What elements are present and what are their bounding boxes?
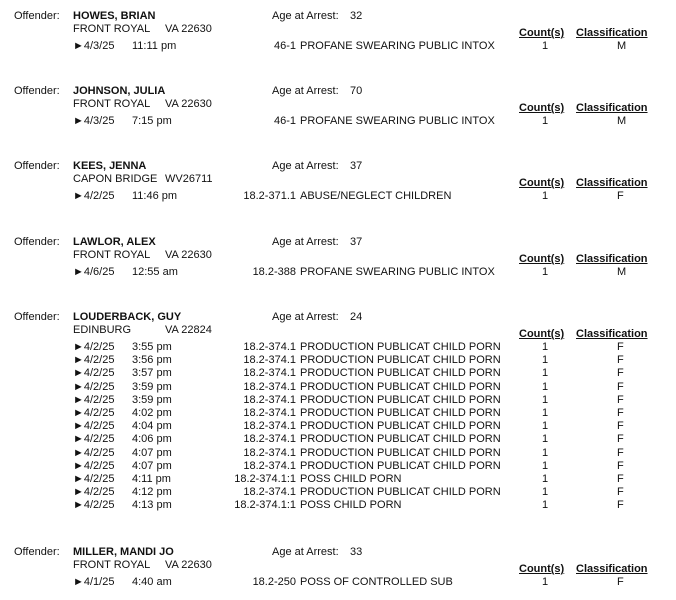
age-value: 70 bbox=[350, 85, 363, 97]
offender-name: LOUDERBACK, GUY bbox=[73, 311, 182, 323]
charge-description: PRODUCTION PUBLICAT CHILD PORN bbox=[300, 486, 501, 499]
charge-description: PRODUCTION PUBLICAT CHILD PORN bbox=[300, 354, 501, 367]
offender-label: Offender: bbox=[14, 311, 60, 323]
offender-state-zip: VA 22630 bbox=[165, 559, 212, 571]
charge-classification: F bbox=[617, 380, 624, 393]
charge-code: 18.2-374.1 bbox=[243, 380, 296, 393]
charge-description: PRODUCTION PUBLICAT CHILD PORN bbox=[300, 407, 501, 419]
charge-time: 7:15 pm bbox=[132, 115, 172, 127]
charge-row bbox=[0, 341, 676, 354]
charge-date: ►4/2/25 bbox=[73, 446, 115, 459]
charge-time: 3:59 pm bbox=[132, 393, 172, 406]
charge-date: ►4/2/25 bbox=[73, 190, 115, 202]
offender-name: JOHNSON, JULIA bbox=[73, 85, 166, 97]
charge-row bbox=[0, 190, 676, 203]
charge-code: 18.2-371.1 bbox=[243, 190, 296, 202]
charge-code: 18.2-374.1 bbox=[243, 486, 296, 499]
charge-code: 18.2-374.1:1 bbox=[234, 499, 296, 512]
charge-code: 46-1 bbox=[273, 115, 296, 127]
age-value: 32 bbox=[350, 10, 363, 22]
charge-classification: M bbox=[617, 40, 627, 52]
charge-date: ►4/2/25 bbox=[73, 380, 115, 393]
offender-city: FRONT ROYAL bbox=[73, 249, 151, 261]
charge-count: 1 bbox=[542, 190, 549, 202]
charge-description: POSS OF CONTROLLED SUB bbox=[300, 576, 453, 588]
offender-label: Offender: bbox=[14, 160, 60, 172]
charge-classification: M bbox=[617, 266, 627, 278]
charge-code: 18.2-374.1 bbox=[243, 420, 296, 433]
offender-state-zip: VA 22630 bbox=[165, 98, 212, 110]
charge-classification: M bbox=[617, 115, 627, 127]
age-value: 24 bbox=[350, 311, 363, 323]
charge-row bbox=[0, 367, 676, 380]
charge-description: PRODUCTION PUBLICAT CHILD PORN bbox=[300, 341, 501, 353]
offender-name: HOWES, BRIAN bbox=[73, 10, 156, 22]
charge-date: ►4/2/25 bbox=[73, 499, 115, 512]
charge-row bbox=[0, 266, 676, 279]
charge-classification: F bbox=[617, 459, 624, 472]
charge-time: 4:12 pm bbox=[132, 486, 172, 499]
charge-classification: F bbox=[617, 576, 624, 588]
charge-count: 1 bbox=[542, 446, 549, 459]
charge-row bbox=[0, 394, 676, 407]
charge-count: 1 bbox=[542, 499, 549, 512]
charge-time: 4:40 am bbox=[132, 576, 172, 588]
classification-header: Classification bbox=[576, 177, 648, 189]
charge-time: 3:55 pm bbox=[132, 341, 172, 353]
charge-date: ►4/2/25 bbox=[73, 433, 115, 446]
charge-row bbox=[0, 460, 676, 473]
charge-row bbox=[0, 381, 676, 394]
age-value: 33 bbox=[350, 546, 363, 558]
charge-date: ►4/2/25 bbox=[73, 393, 115, 406]
classification-header: Classification bbox=[576, 253, 648, 265]
charge-time: 3:59 pm bbox=[132, 380, 172, 393]
offender-city: FRONT ROYAL bbox=[73, 559, 151, 571]
charge-code: 18.2-374.1 bbox=[243, 459, 296, 472]
charge-description: PROFANE SWEARING PUBLIC INTOX bbox=[300, 40, 495, 52]
charge-time: 4:04 pm bbox=[132, 420, 172, 433]
charge-time: 12:55 am bbox=[132, 266, 178, 278]
offender-name: MILLER, MANDI JO bbox=[73, 546, 174, 558]
charge-classification: F bbox=[617, 473, 624, 485]
charge-code: 18.2-374.1 bbox=[243, 407, 296, 419]
charge-description: PROFANE SWEARING PUBLIC INTOX bbox=[300, 266, 495, 278]
charge-description: PRODUCTION PUBLICAT CHILD PORN bbox=[300, 459, 501, 472]
charge-date: ►4/2/25 bbox=[73, 354, 115, 367]
charge-count: 1 bbox=[542, 459, 549, 472]
classification-header: Classification bbox=[576, 102, 648, 114]
charge-date: ►4/2/25 bbox=[73, 367, 115, 380]
charge-date: ►4/2/25 bbox=[73, 341, 115, 353]
charge-date: ►4/6/25 bbox=[73, 266, 115, 278]
charge-row bbox=[0, 115, 676, 128]
charge-code: 18.2-374.1 bbox=[243, 341, 296, 353]
charge-description: POSS CHILD PORN bbox=[300, 473, 402, 485]
offender-state-zip: VA 22630 bbox=[165, 23, 212, 35]
charge-count: 1 bbox=[542, 486, 549, 499]
charge-row bbox=[0, 499, 676, 512]
offender-city: CAPON BRIDGE bbox=[73, 173, 158, 185]
charge-count: 1 bbox=[542, 420, 549, 433]
offender-state-zip: VA 22824 bbox=[165, 324, 212, 336]
charge-row bbox=[0, 433, 676, 446]
offender-city: FRONT ROYAL bbox=[73, 23, 151, 35]
age-value: 37 bbox=[350, 160, 363, 172]
charge-count: 1 bbox=[542, 433, 549, 446]
offender-label: Offender: bbox=[14, 10, 60, 22]
charge-count: 1 bbox=[542, 393, 549, 406]
charge-date: ►4/1/25 bbox=[73, 576, 115, 588]
charge-row bbox=[0, 407, 676, 420]
charge-description: POSS CHILD PORN bbox=[300, 499, 402, 512]
offender-state-zip: WV26711 bbox=[165, 173, 213, 185]
charge-date: ►4/3/25 bbox=[73, 40, 115, 52]
charge-description: PRODUCTION PUBLICAT CHILD PORN bbox=[300, 446, 501, 459]
age-label: Age at Arrest: bbox=[272, 546, 339, 558]
offender-label: Offender: bbox=[14, 546, 60, 558]
charge-time: 4:07 pm bbox=[132, 446, 172, 459]
charge-time: 4:02 pm bbox=[132, 407, 172, 419]
charge-code: 18.2-250 bbox=[252, 576, 296, 588]
offender-city: EDINBURG bbox=[73, 324, 132, 336]
counts-header: Count(s) bbox=[519, 563, 565, 575]
charge-code: 18.2-374.1:1 bbox=[234, 473, 296, 485]
offender-city: FRONT ROYAL bbox=[73, 98, 151, 110]
age-label: Age at Arrest: bbox=[272, 311, 339, 323]
charge-code: 18.2-374.1 bbox=[243, 354, 296, 367]
offender-name: LAWLOR, ALEX bbox=[73, 236, 156, 248]
charge-row bbox=[0, 473, 676, 486]
charge-time: 4:07 pm bbox=[132, 459, 172, 472]
charge-row bbox=[0, 354, 676, 367]
classification-header: Classification bbox=[576, 328, 648, 340]
charge-description: PRODUCTION PUBLICAT CHILD PORN bbox=[300, 433, 501, 446]
charge-code: 18.2-374.1 bbox=[243, 393, 296, 406]
offender-state-zip: VA 22630 bbox=[165, 249, 212, 261]
charge-count: 1 bbox=[542, 115, 549, 127]
age-label: Age at Arrest: bbox=[272, 160, 339, 172]
counts-header: Count(s) bbox=[519, 177, 565, 189]
counts-header: Count(s) bbox=[519, 102, 565, 114]
charge-description: PROFANE SWEARING PUBLIC INTOX bbox=[300, 115, 495, 127]
charge-description: PRODUCTION PUBLICAT CHILD PORN bbox=[300, 393, 501, 406]
charge-row bbox=[0, 40, 676, 53]
charge-code: 46-1 bbox=[273, 40, 296, 52]
age-label: Age at Arrest: bbox=[272, 10, 339, 22]
charge-count: 1 bbox=[542, 354, 549, 367]
charge-date: ►4/2/25 bbox=[73, 407, 115, 419]
age-value: 37 bbox=[350, 236, 363, 248]
charge-code: 18.2-374.1 bbox=[243, 367, 296, 380]
charge-row bbox=[0, 486, 676, 499]
charge-description: PRODUCTION PUBLICAT CHILD PORN bbox=[300, 380, 501, 393]
classification-header: Classification bbox=[576, 563, 648, 575]
charge-classification: F bbox=[617, 486, 624, 499]
charge-time: 11:11 pm bbox=[132, 40, 177, 52]
charge-time: 4:06 pm bbox=[132, 433, 172, 446]
charge-classification: F bbox=[617, 420, 624, 433]
charge-count: 1 bbox=[542, 40, 549, 52]
age-label: Age at Arrest: bbox=[272, 85, 339, 97]
charge-row bbox=[0, 447, 676, 460]
charge-row bbox=[0, 576, 676, 589]
counts-header: Count(s) bbox=[519, 328, 565, 340]
charge-count: 1 bbox=[542, 407, 549, 419]
charge-time: 3:57 pm bbox=[132, 367, 172, 380]
charge-code: 18.2-374.1 bbox=[243, 446, 296, 459]
charge-description: PRODUCTION PUBLICAT CHILD PORN bbox=[300, 367, 501, 380]
charge-count: 1 bbox=[542, 266, 549, 278]
charge-classification: F bbox=[617, 341, 624, 353]
offender-label: Offender: bbox=[14, 236, 60, 248]
charge-time: 11:46 pm bbox=[132, 190, 178, 202]
charge-classification: F bbox=[617, 190, 624, 202]
counts-header: Count(s) bbox=[519, 27, 565, 39]
charge-date: ►4/2/25 bbox=[73, 486, 115, 499]
charge-time: 4:13 pm bbox=[132, 499, 172, 512]
charge-code: 18.2-374.1 bbox=[243, 433, 296, 446]
classification-header: Classification bbox=[576, 27, 648, 39]
charge-classification: F bbox=[617, 407, 624, 419]
charge-count: 1 bbox=[542, 367, 549, 380]
age-label: Age at Arrest: bbox=[272, 236, 339, 248]
charge-classification: F bbox=[617, 433, 624, 446]
charge-count: 1 bbox=[542, 473, 549, 485]
charge-classification: F bbox=[617, 393, 624, 406]
charge-row bbox=[0, 420, 676, 433]
charge-code: 18.2-388 bbox=[252, 266, 296, 278]
charge-date: ►4/2/25 bbox=[73, 420, 115, 433]
charge-date: ►4/2/25 bbox=[73, 459, 115, 472]
charge-classification: F bbox=[617, 446, 624, 459]
charge-date: ►4/3/25 bbox=[73, 115, 115, 127]
charge-description: ABUSE/NEGLECT CHILDREN bbox=[300, 190, 452, 202]
charge-classification: F bbox=[617, 499, 624, 512]
charge-date: ►4/2/25 bbox=[73, 473, 115, 485]
offender-name: KEES, JENNA bbox=[73, 160, 147, 172]
charge-time: 4:11 pm bbox=[132, 473, 171, 485]
charge-count: 1 bbox=[542, 341, 549, 353]
charge-classification: F bbox=[617, 354, 624, 367]
charge-count: 1 bbox=[542, 576, 549, 588]
charge-classification: F bbox=[617, 367, 624, 380]
counts-header: Count(s) bbox=[519, 253, 565, 265]
offender-label: Offender: bbox=[14, 85, 60, 97]
charge-description: PRODUCTION PUBLICAT CHILD PORN bbox=[300, 420, 501, 433]
charge-count: 1 bbox=[542, 380, 549, 393]
charge-time: 3:56 pm bbox=[132, 354, 172, 367]
